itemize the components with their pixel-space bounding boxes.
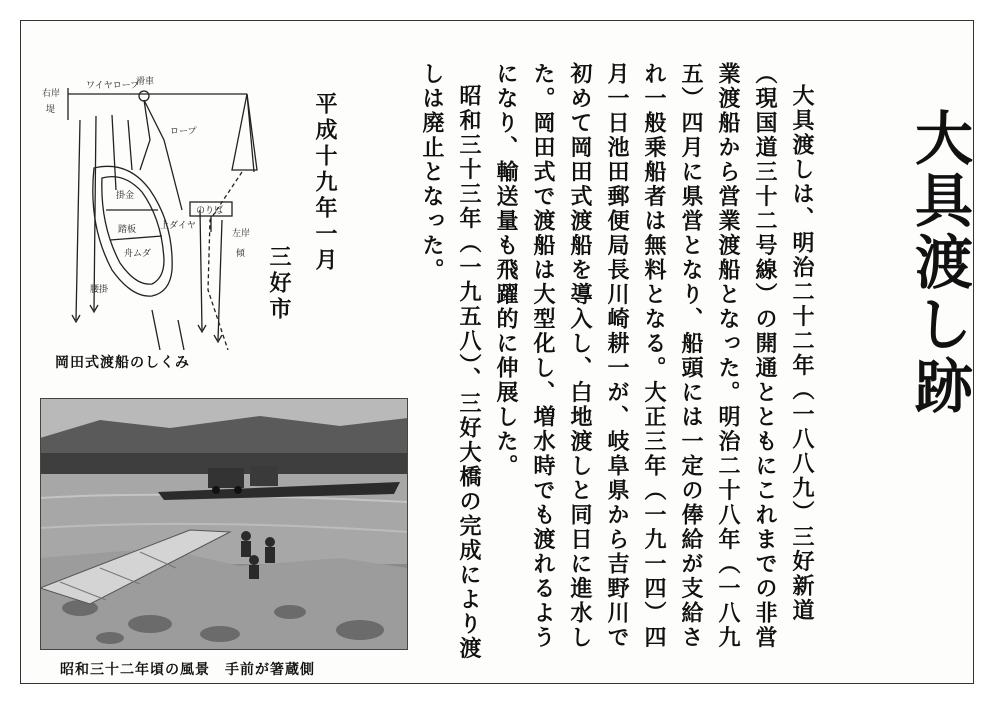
label-seat: 腰掛 <box>90 285 109 295</box>
ferry-mechanism-sketch <box>32 60 270 350</box>
label-rudder: 上ダイヤ <box>160 221 196 231</box>
label-boat-part: 舟ムダ <box>124 249 152 259</box>
label-wire-rope: ワイヤロープ <box>86 81 140 91</box>
label-deck: 踏板 <box>118 225 137 235</box>
body-text <box>382 62 820 662</box>
label-pulley: 滑車 <box>136 77 155 87</box>
label-left-bank: 左岸 <box>232 229 251 239</box>
erected-date: 平成十九年一月 <box>312 92 338 274</box>
author: 三好市 <box>266 245 292 323</box>
pulley-icon <box>139 91 149 101</box>
historic-photo <box>40 398 408 650</box>
label-embankment: 堤 <box>46 105 56 115</box>
photo-caption: 昭和三十二年頃の風景 手前が箸蔵側 <box>60 662 315 678</box>
label-rope: ロープ <box>170 127 197 137</box>
body-paragraph-2: 昭和三十三年（一九五八）、三好大橋の完成により渡しは廃止となった。 <box>419 62 482 661</box>
body-paragraph-1: 大具渡しは、明治二十二年（一八八九）三好新道（現国道三十二号線）の開通とともにこれまでの非営業渡船から営業渡船となった。明治二十八年（一八九五）四月に県営となり、船頭には一定の俸給が支給され一般乗船者は無料となる。大正三年（一九一四）四月一日池田郵便局長川崎耕一が、岐阜県から吉野川で初めて岡田式渡船を導入し、白地渡しと同日に進水した。岡田式で渡船は大型化し、増水時でも渡れるようになり、輸送量も飛躍的に伸展した。 <box>493 62 815 650</box>
label-right-bank: 右岸 <box>42 89 61 99</box>
label-boarding: のりば <box>196 206 224 216</box>
truck <box>208 468 244 488</box>
sketch-caption: 岡田式渡船のしくみ <box>55 355 190 371</box>
sign-title: 大具渡し跡 <box>905 108 973 418</box>
label-hook: 掛金 <box>116 191 135 201</box>
label-slope: 傾 <box>236 249 246 259</box>
